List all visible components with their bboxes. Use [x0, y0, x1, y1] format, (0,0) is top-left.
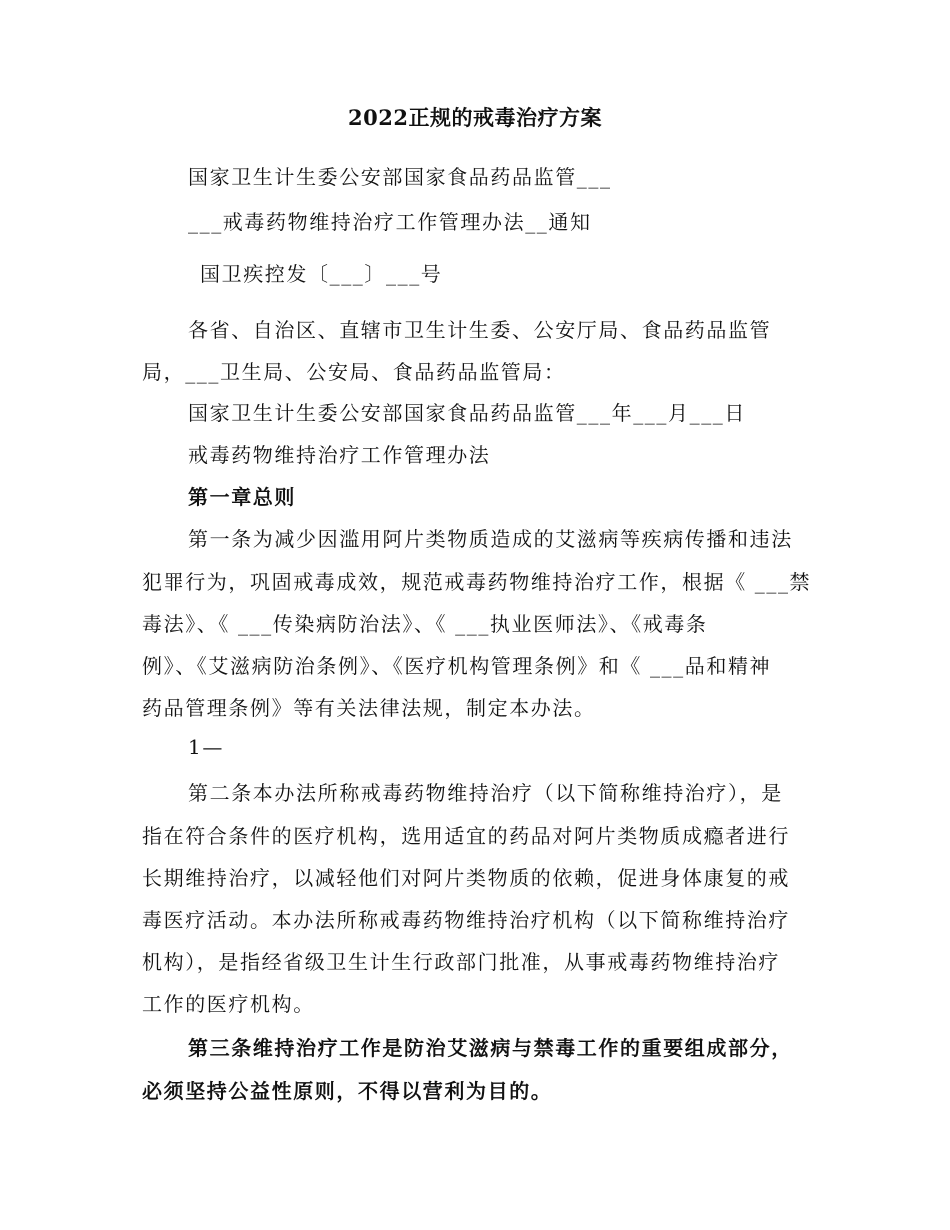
- article-2-line-5: 机构），是指经省级卫生计生行政部门批准，从事戒毒药物维持治疗: [142, 950, 780, 974]
- article-1-line-1: 第一条为减少因滥用阿片类物质造成的艾滋病等疾病传播和违法: [188, 527, 793, 551]
- article-1-line-4: 例》、《艾滋病防治条例》、《医疗机构管理条例》和《 ___品和精神: [142, 654, 772, 678]
- addressee-line-2: 局，___卫生局、公安局、食品药品监管局：: [142, 360, 566, 384]
- article-2-line-4: 毒医疗活动。本办法所称戒毒药物维持治疗机构（以下简称维持治疗: [142, 908, 790, 932]
- document-number: 国卫疾控发〔___〕___号: [200, 262, 443, 286]
- notice-heading-line-2: ___戒毒药物维持治疗工作管理办法__通知: [188, 210, 592, 234]
- signature-date-line: 国家卫生计生委公安部国家食品药品监管___年___月___日: [188, 401, 746, 425]
- chapter-heading: 第一章总则: [188, 485, 296, 509]
- article-1-line-2: 犯罪行为，巩固戒毒成效，规范戒毒药物维持治疗工作，根据《 ___禁: [142, 570, 812, 594]
- regulation-title: 戒毒药物维持治疗工作管理办法: [188, 443, 491, 467]
- article-3-line-2: 必须坚持公益性原则，不得以营利为目的。: [142, 1079, 553, 1103]
- article-2-line-3: 长期维持治疗，以减轻他们对阿片类物质的依赖，促进身体康复的戒: [142, 866, 790, 890]
- article-2-line-6: 工作的医疗机构。: [142, 992, 315, 1016]
- article-3-line-1: 第三条维持治疗工作是防治艾滋病与禁毒工作的重要组成部分，: [188, 1036, 793, 1060]
- page-marker: 1—: [188, 735, 224, 759]
- article-2-line-1: 第二条本办法所称戒毒药物维持治疗（以下简称维持治疗），是: [188, 781, 783, 805]
- notice-heading-line-1: 国家卫生计生委公安部国家食品药品监管___: [188, 165, 612, 189]
- document-title: 2022正规的戒毒治疗方案: [348, 105, 602, 130]
- addressee-line-1: 各省、自治区、直辖市卫生计生委、公安厅局、食品药品监管: [188, 318, 772, 342]
- article-1-line-3: 毒法》、《 ___传染病防治法》、《 ___执业医师法》、《戒毒条: [142, 612, 708, 636]
- article-2-line-2: 指在符合条件的医疗机构，选用适宜的药品对阿片类物质成瘾者进行: [142, 824, 790, 848]
- article-1-line-5: 药品管理条例》等有关法律法规，制定本办法。: [142, 696, 596, 720]
